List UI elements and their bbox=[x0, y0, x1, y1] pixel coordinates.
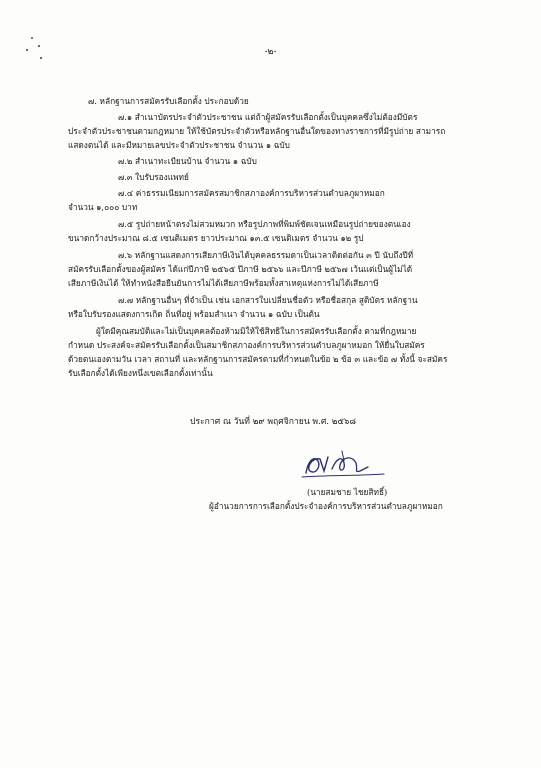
item-7-4-line-1: ๗.๔ ค่าธรรมเนียมการสมัครสมาชิกสภาองค์การบริหารส่วนตำบลภูผาหมอก bbox=[118, 188, 385, 198]
handwritten-signature bbox=[298, 447, 388, 483]
scan-speck bbox=[31, 37, 33, 39]
item-7-5-line-2: ขนาดกว้างประมาณ ๘.๕ เซนติเมตร ยาวประมาณ ๑๓.๕ เซนติเมตร จำนวน ๑๒ รูป bbox=[68, 233, 364, 243]
item-7-1-line-2: ประจำตัวประชาชนตามกฎหมาย ให้ใช้บัตรประจำตัวหรือหลักฐานอื่นใดของทางราชการที่มีรูปถ่าย สามารถ bbox=[68, 126, 446, 136]
page-number: -๒- bbox=[264, 47, 277, 57]
item-7-6-line-1: ๗.๖ หลักฐานแสดงการเสียภาษีเงินได้บุคคลธรรมดาเป็นเวลาติดต่อกัน ๓ ปี นับถึงปีที่ bbox=[118, 250, 414, 260]
signer-title: ผู้อำนวยการการเลือกตั้งประจำองค์การบริหารส่วนตำบลภูผาหมอก bbox=[209, 501, 443, 511]
closing-line-2: กำหนด ประสงค์จะสมัครรับเลือกตั้งเป็นสมาชิกสภาองค์การบริหารส่วนตำบลภูผาหมอก ให้ยื่นใบสมัคร bbox=[68, 340, 425, 350]
closing-line-4: รับเลือกตั้งได้เพียงหนึ่งเขตเลือกตั้งเท่านั้น bbox=[68, 368, 213, 378]
item-7-6-line-3: เสียภาษีเงินได้ ให้ทำหนังสือยืนยันการไม่ได้เสียภาษีพร้อมทั้งสาเหตุแห่งการไม่ได้เสียภาษี bbox=[68, 278, 379, 288]
item-7-2: ๗.๒ สำเนาทะเบียนบ้าน จำนวน ๑ ฉบับ bbox=[118, 156, 257, 166]
item-7-4-line-2: จำนวน ๑,๐๐๐ บาท bbox=[68, 202, 138, 212]
closing-line-3: ด้วยตนเองตามวัน เวลา สถานที่ และหลักฐานการสมัครตามที่กำหนดในข้อ ๒ ข้อ ๓ และข้อ ๗ ทั้งนี้ จะสมัคร bbox=[68, 354, 448, 364]
signer-name: (นายสมชาย ไชยสิทธิ์) bbox=[307, 487, 388, 497]
item-7-7-line-1: ๗.๗ หลักฐานอื่นๆ ที่จำเป็น เช่น เอกสารใบเปลี่ยนชื่อตัว หรือชื่อสกุล สูติบัตร หลักฐาน bbox=[118, 295, 418, 305]
item-7-7-line-2: หรือใบรับรองแสดงการเกิด ถิ่นที่อยู่ พร้อมสำเนา จำนวน ๑ ฉบับ เป็นต้น bbox=[68, 309, 320, 319]
section-heading: ๗. หลักฐานการสมัครรับเลือกตั้ง ประกอบด้วย bbox=[88, 96, 249, 106]
item-7-1-line-3: แสดงตนได้ และมีหมายเลขประจำตัวประชาชน จำนวน ๑ ฉบับ bbox=[68, 140, 290, 150]
announce-date: ประกาศ ณ วันที่ ๒๙ พฤศจิกายน พ.ศ. ๒๕๖๘ bbox=[190, 417, 356, 427]
closing-line-1: ผู้ใดมีคุณสมบัติและไม่เป็นบุคคลต้องห้ามมิให้ใช้สิทธิในการสมัครรับเลือกตั้ง ตามที่กฎหมาย bbox=[96, 326, 417, 336]
item-7-5-line-1: ๗.๕ รูปถ่ายหน้าตรงไม่สวมหมวก หรือรูปภาพที่พิมพ์ชัดเจนเหมือนรูปถ่ายของตนเอง bbox=[118, 219, 411, 229]
item-7-3: ๗.๓ ใบรับรองแพทย์ bbox=[118, 172, 189, 182]
item-7-6-line-2: สมัครรับเลือกตั้งของผู้สมัคร ได้แก่ปีภาษี ๒๕๖๕ ปีภาษี ๒๕๖๖ และปีภาษี ๒๕๖๗ เว้นแต่เป็นผู้ไม่ได้ bbox=[68, 264, 413, 274]
item-7-1-line-1: ๗.๑ สำเนาบัตรประจำตัวประชาชน แต่ถ้าผู้สมัครรับเลือกตั้งเป็นบุคคลซึ่งไม่ต้องมีบัตร bbox=[118, 112, 418, 122]
